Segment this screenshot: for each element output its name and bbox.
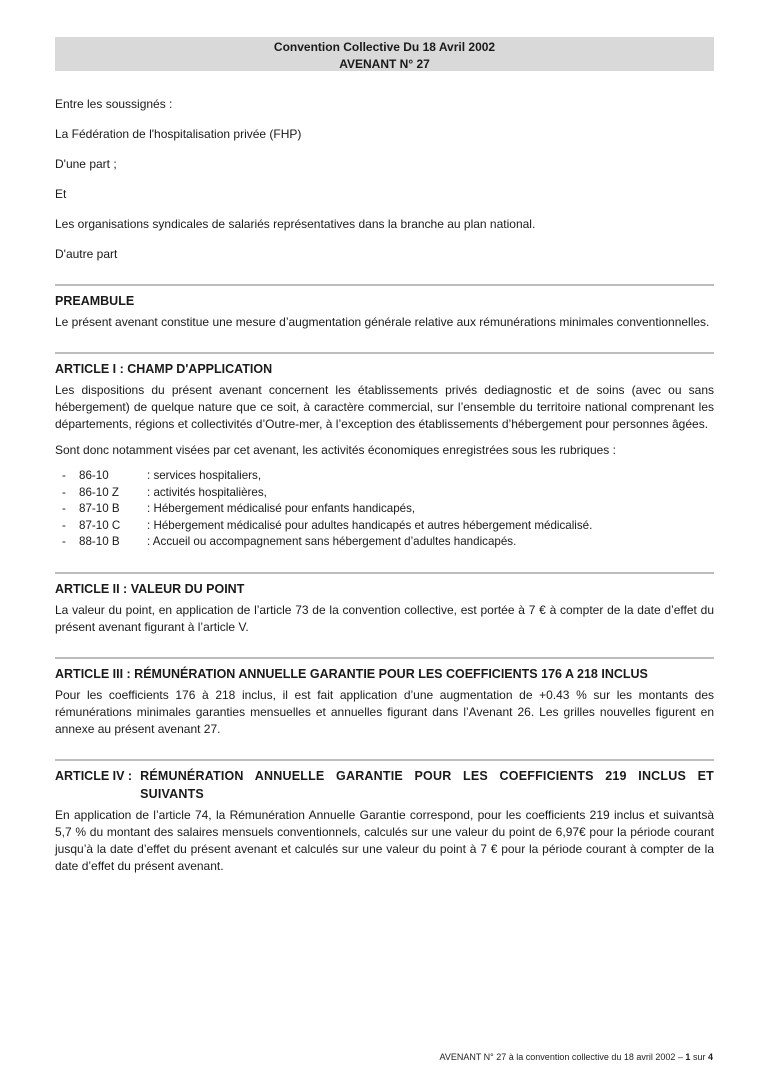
activity-code: 86-10 Z (79, 485, 119, 499)
document-page (55, 37, 714, 875)
activity-description: : Hébergement médicalisé pour enfants handicapés, (147, 502, 416, 515)
list-item (55, 501, 714, 518)
header-title: Convention Collective Du 18 Avril 2002 (273, 40, 496, 54)
list-bullet: - (62, 502, 66, 515)
party-line: La Fédération de l'hospitalisation privée (FHP) (55, 127, 302, 141)
section-article-1 (55, 352, 714, 551)
party-line: D'autre part (55, 247, 118, 261)
list-item (55, 518, 714, 535)
section-heading-text: RÉMUNÉRATION ANNUELLE GARANTIE POUR LES COEFFICIENTS 219 INCLUS ET SUIVANTS (140, 768, 714, 801)
footer-text: AVENANT N° 27 à la convention collective du 18 avril 2002 – (439, 1052, 683, 1062)
section-text: Les dispositions du présent avenant concernent les établissements privés dediagnostic et de soins (avec ou sans hébergement) de quelque nature que ce soit, à caractère commercial, sur l’ensemble du territoire national comprenant les départements, régions et collectivités d’Outre-mer, à l’exception des établissements d’hébergement pour personnes âgées. (55, 383, 714, 431)
section-text: En application de l’article 74, la Rémunération Annuelle Garantie correspond, pour les coefficients 219 inclus et suivantsà 5,7 % du montant des salaires mensuels conventionnels, calculés sur une valeur du point de 6,97€ pour la période courant jusqu’à la date d’effet du présent avenant et calculés sur une valeur du point à 7 € pour la période courant à compter de la date d’effet du présent avenant. (55, 807, 714, 873)
section-heading: ARTICLE II : VALEUR DU POINT (55, 581, 245, 596)
page-total: 4 (707, 1052, 713, 1062)
section-article-2 (55, 572, 714, 636)
parties-block (55, 96, 714, 263)
list-bullet: - (62, 518, 66, 532)
footer-sur: sur (692, 1052, 706, 1062)
activity-code: 88-10 B (79, 535, 120, 548)
party-line: D'une part ; (55, 157, 117, 171)
activity-code: 87-10 C (79, 518, 121, 532)
activity-description: : Accueil ou accompagnement sans hébergement d’adultes handicapés. (147, 535, 517, 548)
section-heading: ARTICLE III : RÉMUNÉRATION ANNUELLE GARANTIE POUR LES COEFFICIENTS 176 A 218 INCLUS (55, 666, 648, 681)
activity-description: : activités hospitalières, (147, 485, 267, 499)
section-heading (55, 767, 714, 803)
activity-description: : services hospitaliers, (147, 469, 262, 482)
activity-code-list (55, 468, 714, 551)
section-heading: PREAMBULE (55, 294, 135, 308)
list-bullet: - (62, 535, 66, 548)
section-heading: ARTICLE I : CHAMP D'APPLICATION (55, 362, 273, 376)
party-line: Les organisations syndicales de salariés représentatives dans la branche au plan national. (55, 217, 536, 231)
section-text: La valeur du point, en application de l’article 73 de la convention collective, est portée à 7 € à compter de la date d’effet du présent avenant figurant à l’article V. (55, 602, 714, 634)
list-item (55, 468, 714, 485)
activity-description: : Hébergement médicalisé pour adultes handicapés et autres hébergement médicalisé. (147, 518, 593, 532)
party-line: Entre les soussignés : (55, 97, 173, 111)
section-article-4 (55, 759, 714, 875)
party-line: Et (55, 187, 67, 201)
section-article-3 (55, 657, 714, 738)
section-heading-label: ARTICLE IV : (55, 768, 133, 783)
list-item (55, 485, 714, 502)
list-item (55, 534, 714, 551)
page-number: 1 (685, 1052, 691, 1062)
list-bullet: - (62, 485, 66, 499)
activity-code: 86-10 (79, 469, 109, 482)
section-text: Le présent avenant constitue une mesure d’augmentation générale relative aux rémunérations minimales conventionnelles. (55, 315, 710, 329)
section-text: Pour les coefficients 176 à 218 inclus, il est fait application d’une augmentation de +0.43 % sur les montants des rémunérations minimales garanties mensuelles et annuelles figurant dans l’Avenant 26. Les grilles nouvelles figurent en annexe au présent avenant 27. (55, 687, 714, 736)
document-header (55, 37, 714, 71)
page-footer (440, 1052, 714, 1062)
header-subtitle: AVENANT N° 27 (339, 57, 430, 71)
list-bullet: - (62, 469, 66, 482)
section-preambule (55, 284, 714, 331)
section-text: Sont donc notamment visées par cet avenant, les activités économiques enregistrées sous les rubriques : (55, 443, 616, 457)
activity-code: 87-10 B (79, 502, 120, 515)
